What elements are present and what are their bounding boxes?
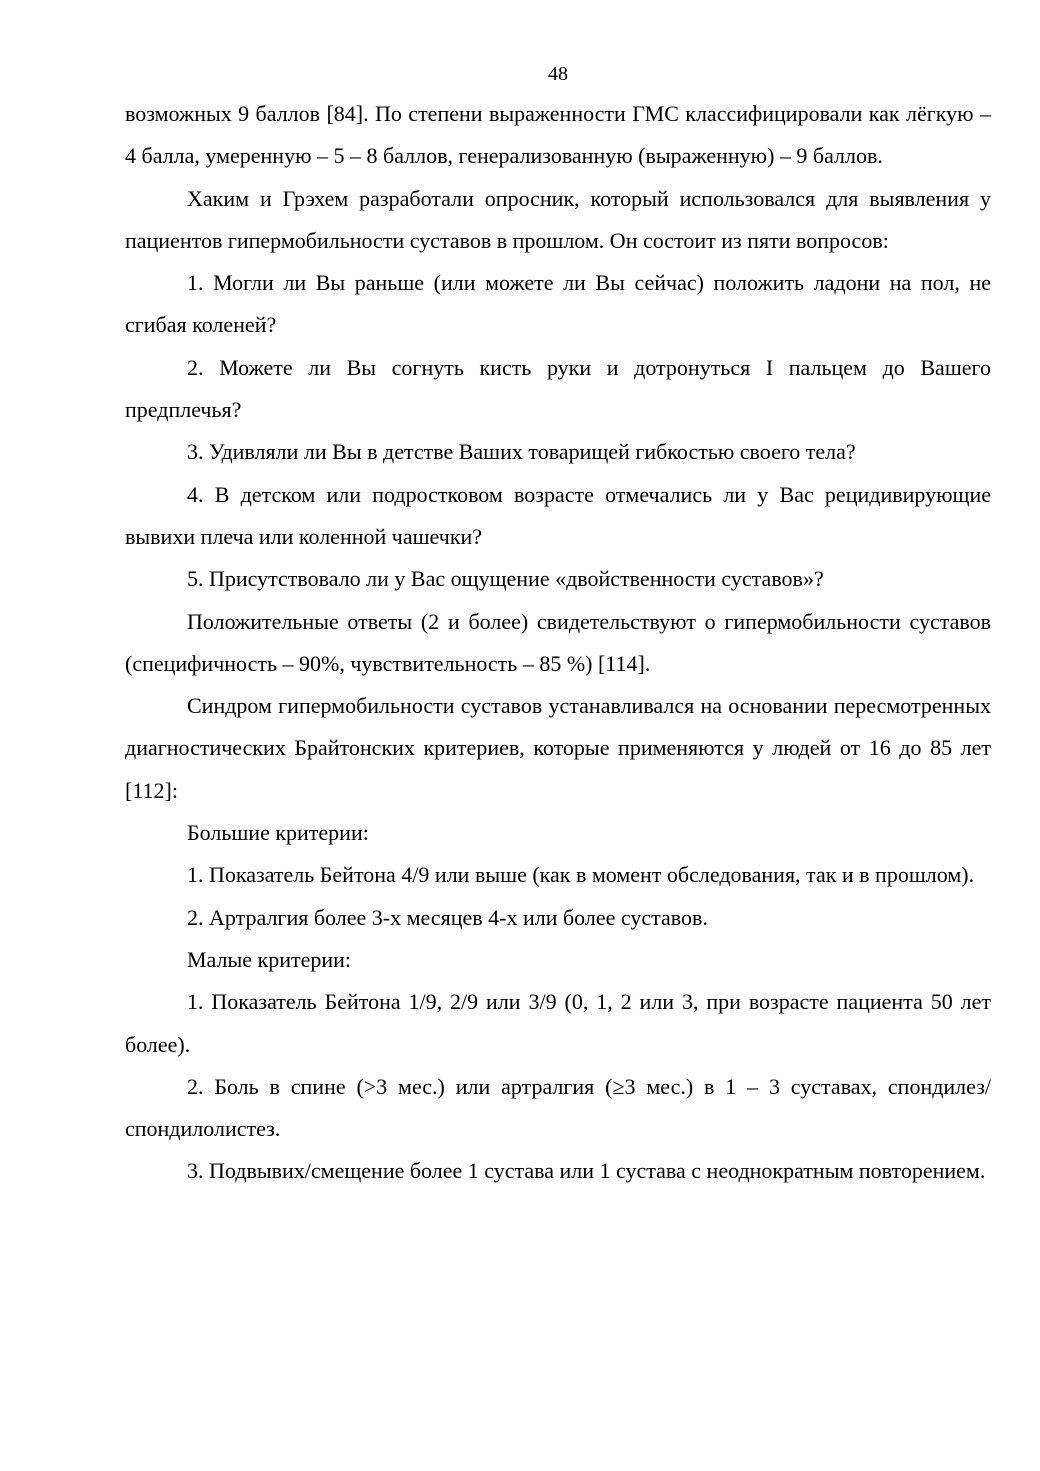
questionnaire-item-2: 2. Можете ли Вы согнуть кисть руки и дотронуться I пальцем до Вашего предплечья?: [125, 354, 991, 423]
minor-criterion-1: 1. Показатель Бейтона 1/9, 2/9 или 3/9 (0, 1, 2 или 3, при возрасте пациента 50 лет более).: [125, 989, 991, 1057]
paragraph-positive-answers: Положительные ответы (2 и более) свидетельствуют о гипермобильности суставов (специфичность – 90%, чувствительность – 85 %) [114].: [125, 608, 991, 676]
questionnaire-item-3: 3. Удивляли ли Вы в детстве Ваших товарищей гибкостью своего тела?: [187, 439, 856, 465]
paragraph-ballov-continuation: возможных 9 баллов [84]. По степени выраженности ГМС классифицировали как лёгкую – 4 балла, умеренную – 5 – 8 баллов, генерализованную (выраженную) – 9 баллов.: [125, 101, 991, 169]
paragraph-questionnaire-intro: Хаким и Грэхем разработали опросник, который использовался для выявления у пациентов гипермобильности суставов в прошлом. Он состоит из пяти вопросов:: [125, 185, 991, 253]
heading-major-criteria: Большие критерии:: [187, 820, 369, 846]
major-criterion-2: 2. Артралгия более 3-х месяцев 4-х или более суставов.: [187, 904, 708, 930]
heading-minor-criteria: Малые критерии:: [187, 946, 352, 972]
questionnaire-item-5: 5. Присутствовало ли у Вас ощущение «двойственности суставов»?: [187, 566, 824, 592]
major-criterion-1: 1. Показатель Бейтона 4/9 или выше (как в момент обследования, так и в прошлом).: [187, 862, 975, 888]
paragraph-brighton-criteria: Синдром гипермобильности суставов устанавливался на основании пересмотренных диагностических Брайтонских критериев, которые применяются у людей от 16 до 85 лет [112]:: [125, 693, 991, 803]
minor-criterion-2: 2. Боль в спине (>3 мес.) или артралгия (≥3 мес.) в 1 – 3 суставах, спондилез/спондилолистез.: [125, 1073, 991, 1142]
page-number: 48: [548, 63, 568, 85]
questionnaire-item-4: 4. В детском или подростковом возрасте отмечались ли у Вас рецидивирующие вывихи плеча или коленной чашечки?: [125, 481, 991, 549]
minor-criterion-3: 3. Подвывих/смещение более 1 сустава или 1 сустава с неоднократным повторением.: [187, 1158, 986, 1184]
body-text: [125, 93, 991, 1193]
questionnaire-item-1: 1. Могли ли Вы раньше (или можете ли Вы сейчас) положить ладони на пол, не сгибая коленей?: [125, 270, 991, 338]
